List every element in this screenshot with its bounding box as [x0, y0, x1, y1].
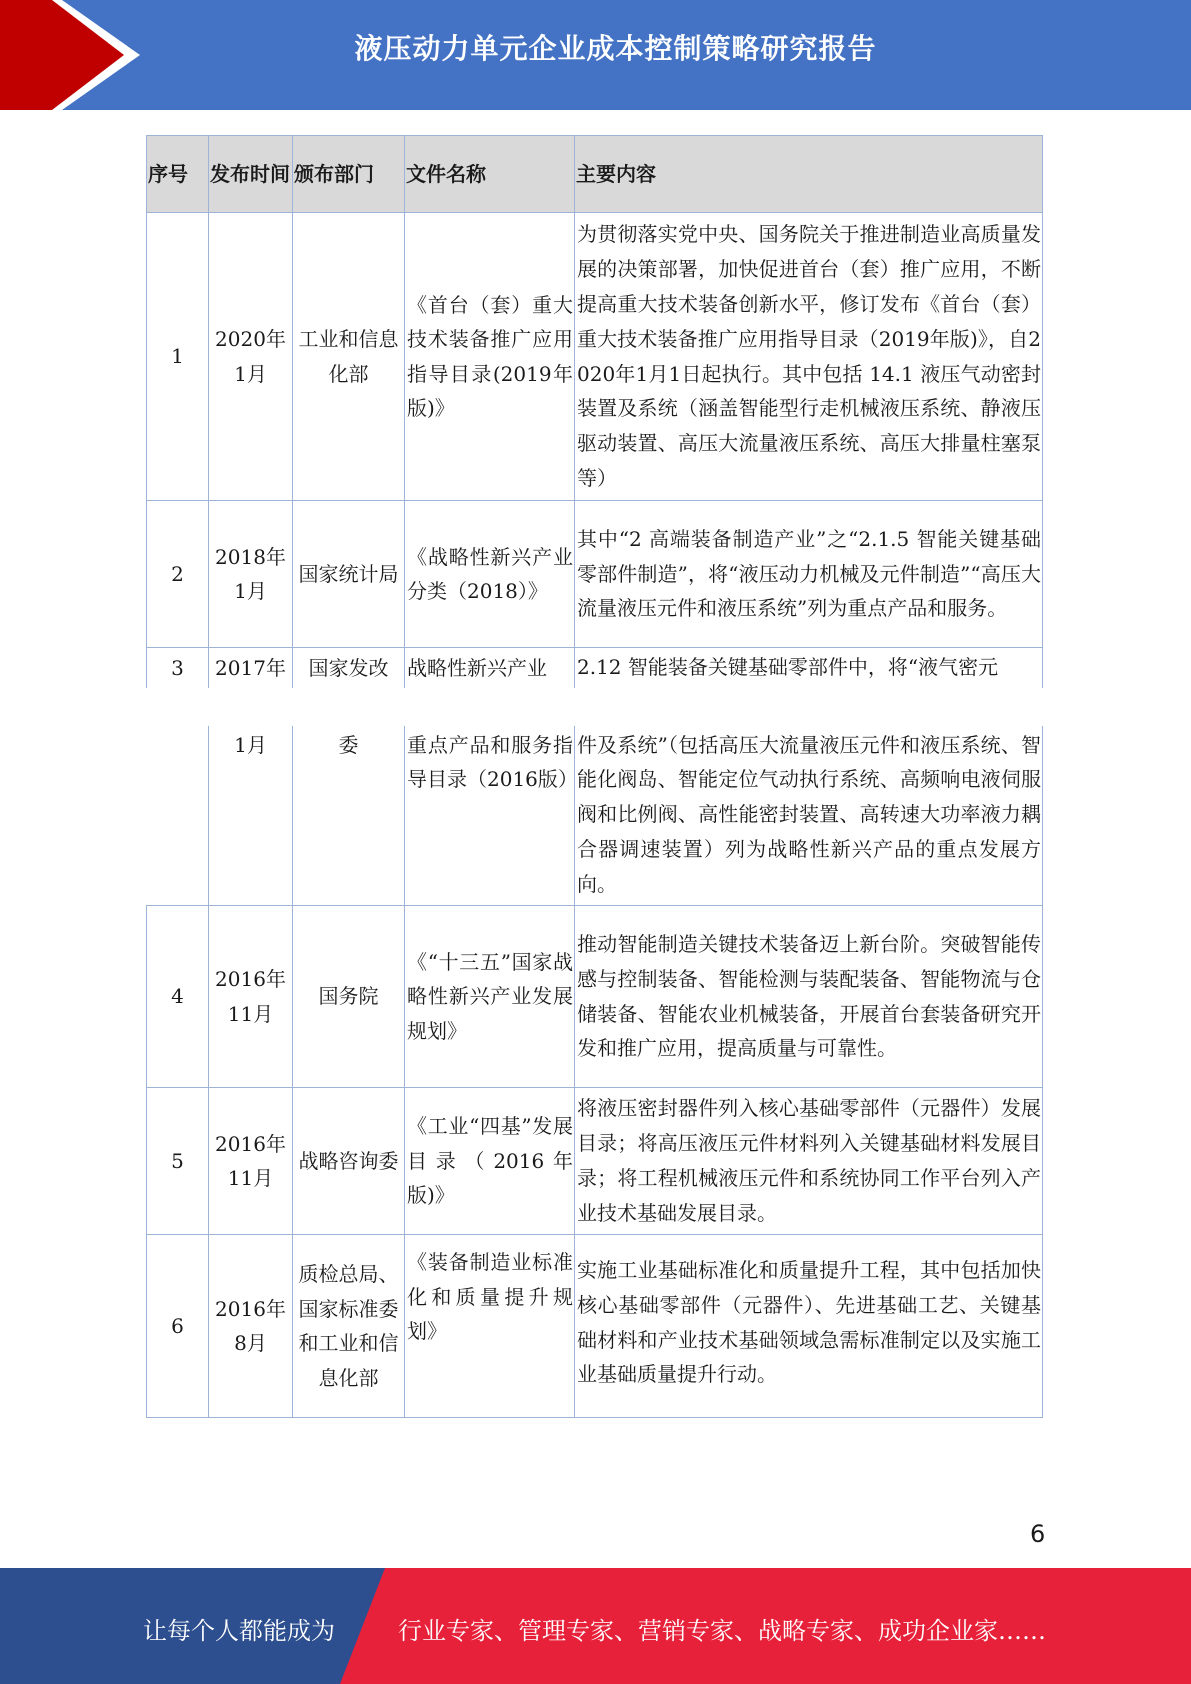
- col-header-name: 文件名称: [405, 136, 575, 213]
- cell-dept: 委: [293, 726, 405, 906]
- table-row: [147, 501, 1043, 648]
- cell-date: 2017年: [209, 648, 293, 688]
- cell-name: 《首台（套）重大技术装备推广应用指导目录(2019年版)》: [405, 213, 575, 501]
- cell-content: 为贯彻落实党中央、国务院关于推进制造业高质量发展的决策部署，加快促进首台（套）推广应用，不断提高重大技术装备创新水平，修订发布《首台（套）重大技术装备推广应用指导目录（2019年版)》，自2020年1月1日起执行。其中包括 14.1 液压气动密封装置及系统（涵盖智能型行走机械液压系统、静液压驱动装置、高压大流量液压系统、高压大排量柱塞泵等）: [575, 213, 1043, 501]
- cell-content: 件及系统”（包括高压大流量液压元件和液压系统、智能化阀岛、智能定位气动执行系统、高频响电液伺服阀和比例阀、高性能密封装置、高转速大功率液力耦合器调速装置）列为战略性新兴产品的重点发展方向。: [575, 726, 1043, 906]
- page-break-gap: [146, 688, 1042, 726]
- cell-content: 实施工业基础标准化和质量提升工程，其中包括加快核心基础零部件（元器件）、先进基础工艺、关键基础材料和产业技术基础领域急需标准制定以及实施工业基础质量提升行动。: [575, 1235, 1043, 1418]
- cell-content: 2.12 智能装备关键基础零部件中，将“液气密元: [575, 648, 1043, 688]
- cell-name: 《战略性新兴产业分类（2018）》: [405, 501, 575, 648]
- col-header-dept: 颁布部门: [293, 136, 405, 213]
- page-number: 6: [1030, 1520, 1046, 1548]
- cell-no: 6: [147, 1235, 209, 1418]
- table-row: [147, 648, 1043, 688]
- table-row: [147, 213, 1043, 501]
- col-header-no: 序号: [147, 136, 209, 213]
- footer-slogan-right: 行业专家、管理专家、营销专家、战略专家、成功企业家……: [398, 1617, 1046, 1645]
- cell-dept: 工业和信息化部: [293, 213, 405, 501]
- cell-dept: 国务院: [293, 906, 405, 1088]
- cell-date: 2018年1月: [209, 501, 293, 648]
- cell-date: 2020年1月: [209, 213, 293, 501]
- cell-name: 战略性新兴产业: [405, 648, 575, 688]
- table-row: [147, 906, 1043, 1088]
- cell-dept: 战略咨询委: [293, 1088, 405, 1235]
- policy-table: [146, 135, 1042, 1418]
- table-header-row: [147, 136, 1043, 213]
- cell-dept: 质检总局、国家标准委和工业和信息化部: [293, 1235, 405, 1418]
- cell-content: 将液压密封器件列入核心基础零部件（元器件）发展目录；将高压液压元件材料列入关键基础材料发展目录；将工程机械液压元件和系统协同工作平台列入产业技术基础发展目录。: [575, 1088, 1043, 1235]
- table-row: [147, 1088, 1043, 1235]
- cell-no: 5: [147, 1088, 209, 1235]
- cell-name: 《装备制造业标准化和质量提升规划》: [405, 1235, 575, 1418]
- cell-name: 《工业“四基”发展目录（2016年版)》: [405, 1088, 575, 1235]
- page-footer: [0, 1568, 1191, 1684]
- cell-date: 1月: [209, 726, 293, 906]
- footer-slogan-left: 让每个人都能成为: [143, 1617, 335, 1645]
- cell-dept: 国家统计局: [293, 501, 405, 648]
- cell-date: 2016年8月: [209, 1235, 293, 1418]
- cell-content: 其中“2 高端装备制造产业”之“2.1.5 智能关键基础零部件制造”，将“液压动力机械及元件制造”“高压大流量液压元件和液压系统”列为重点产品和服务。: [575, 501, 1043, 648]
- table-row: [147, 1235, 1043, 1418]
- col-header-date: 发布时间: [209, 136, 293, 213]
- cell-date: 2016年11月: [209, 1088, 293, 1235]
- page-title: 液压动力单元企业成本控制策略研究报告: [354, 32, 877, 65]
- cell-dept: 国家发改: [293, 648, 405, 688]
- table-row: [147, 726, 1043, 906]
- cell-date: 2016年11月: [209, 906, 293, 1088]
- cell-no: 2: [147, 501, 209, 648]
- cell-no: 4: [147, 906, 209, 1088]
- cell-content: 推动智能制造关键技术装备迈上新台阶。突破智能传感与控制装备、智能检测与装配装备、智能物流与仓储装备、智能农业机械装备，开展首台套装备研究开发和推广应用，提高质量与可靠性。: [575, 906, 1043, 1088]
- page-header: [0, 0, 1191, 110]
- cell-name: 《“十三五”国家战略性新兴产业发展规划》: [405, 906, 575, 1088]
- cell-no: 1: [147, 213, 209, 501]
- cell-no: 3: [147, 648, 209, 688]
- col-header-content: 主要内容: [575, 136, 1043, 213]
- cell-no-continued: [147, 726, 209, 906]
- cell-name: 重点产品和服务指导目录（2016版）: [405, 726, 575, 906]
